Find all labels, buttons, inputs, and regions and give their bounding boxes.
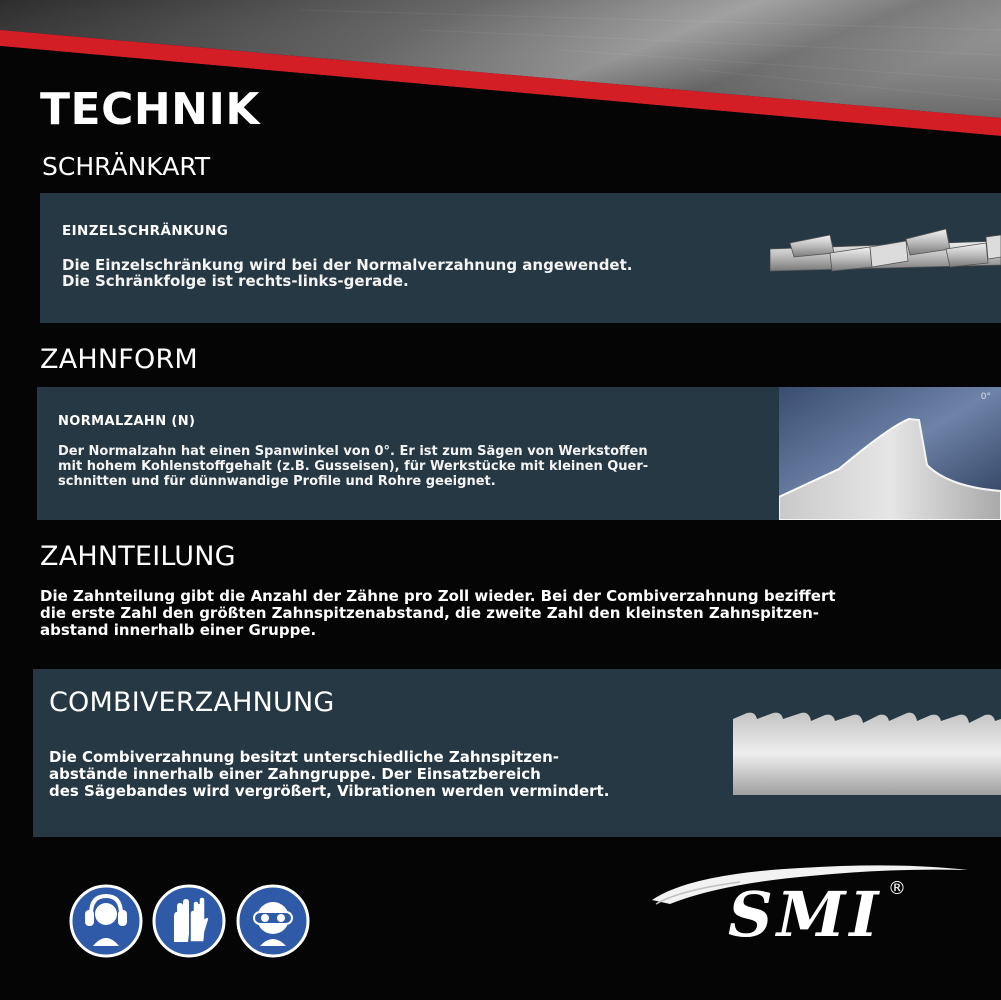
combi-description: Die Combiverzahnung besitzt unterschiedliche Zahnspitzen- abstände innerhalb einer Zahngruppe. Der Einsatzbereich des Sägebandes wird vergrößert, Vibrationen werden vermindert. xyxy=(49,748,610,800)
ear-protection-icon xyxy=(69,884,143,958)
section-title-tooth-pitch: ZAHNTEILUNG xyxy=(40,541,236,572)
eye-protection-icon xyxy=(236,884,310,958)
section-title-set: SCHRÄNKART xyxy=(42,152,211,181)
saw-tooth-set-icon xyxy=(770,227,1001,287)
combi-panel xyxy=(33,669,1001,837)
page-title: TECHNIK xyxy=(40,84,260,135)
normal-tooth-illustration xyxy=(779,387,1001,520)
registered-mark: ® xyxy=(888,878,906,899)
tooth-form-description: Der Normalzahn hat einen Spanwinkel von 0°. Er ist zum Sägen von Werkstoffen mit hohem Kohlenstoffgehalt (z.B. Gusseisen), für Werkstücke mit kleinen Quer- schnitten und für dünnwandige Profile und Rohre geeignet. xyxy=(58,444,649,489)
smi-logo xyxy=(728,878,906,951)
smi-logo-text: SMI xyxy=(728,878,883,951)
tooth-pitch-description: Die Zahnteilung gibt die Anzahl der Zähne pro Zoll wieder. Bei der Combiverzahnung beziffert die erste Zahl den größten Zahnspitzenabstand, die zweite Zahl den kleinsten Zahnspitzen- abstand innerhalb einer Gruppe. xyxy=(40,587,836,639)
combi-blade-illustration xyxy=(733,709,1001,795)
section-title-tooth-form: ZAHNFORM xyxy=(40,344,198,375)
tooth-form-label: NORMALZAHN (N) xyxy=(58,414,196,429)
set-panel xyxy=(40,193,1001,323)
gloves-icon xyxy=(152,884,226,958)
tooth-form-panel xyxy=(37,387,1001,520)
angle-mark: 0° xyxy=(980,392,991,402)
set-label: EINZELSCHRÄNKUNG xyxy=(62,223,229,239)
set-description: Die Einzelschränkung wird bei der Normalverzahnung angewendet. Die Schränkfolge ist rechts-links-gerade. xyxy=(62,256,633,290)
combi-heading: COMBIVERZAHNUNG xyxy=(49,687,335,718)
